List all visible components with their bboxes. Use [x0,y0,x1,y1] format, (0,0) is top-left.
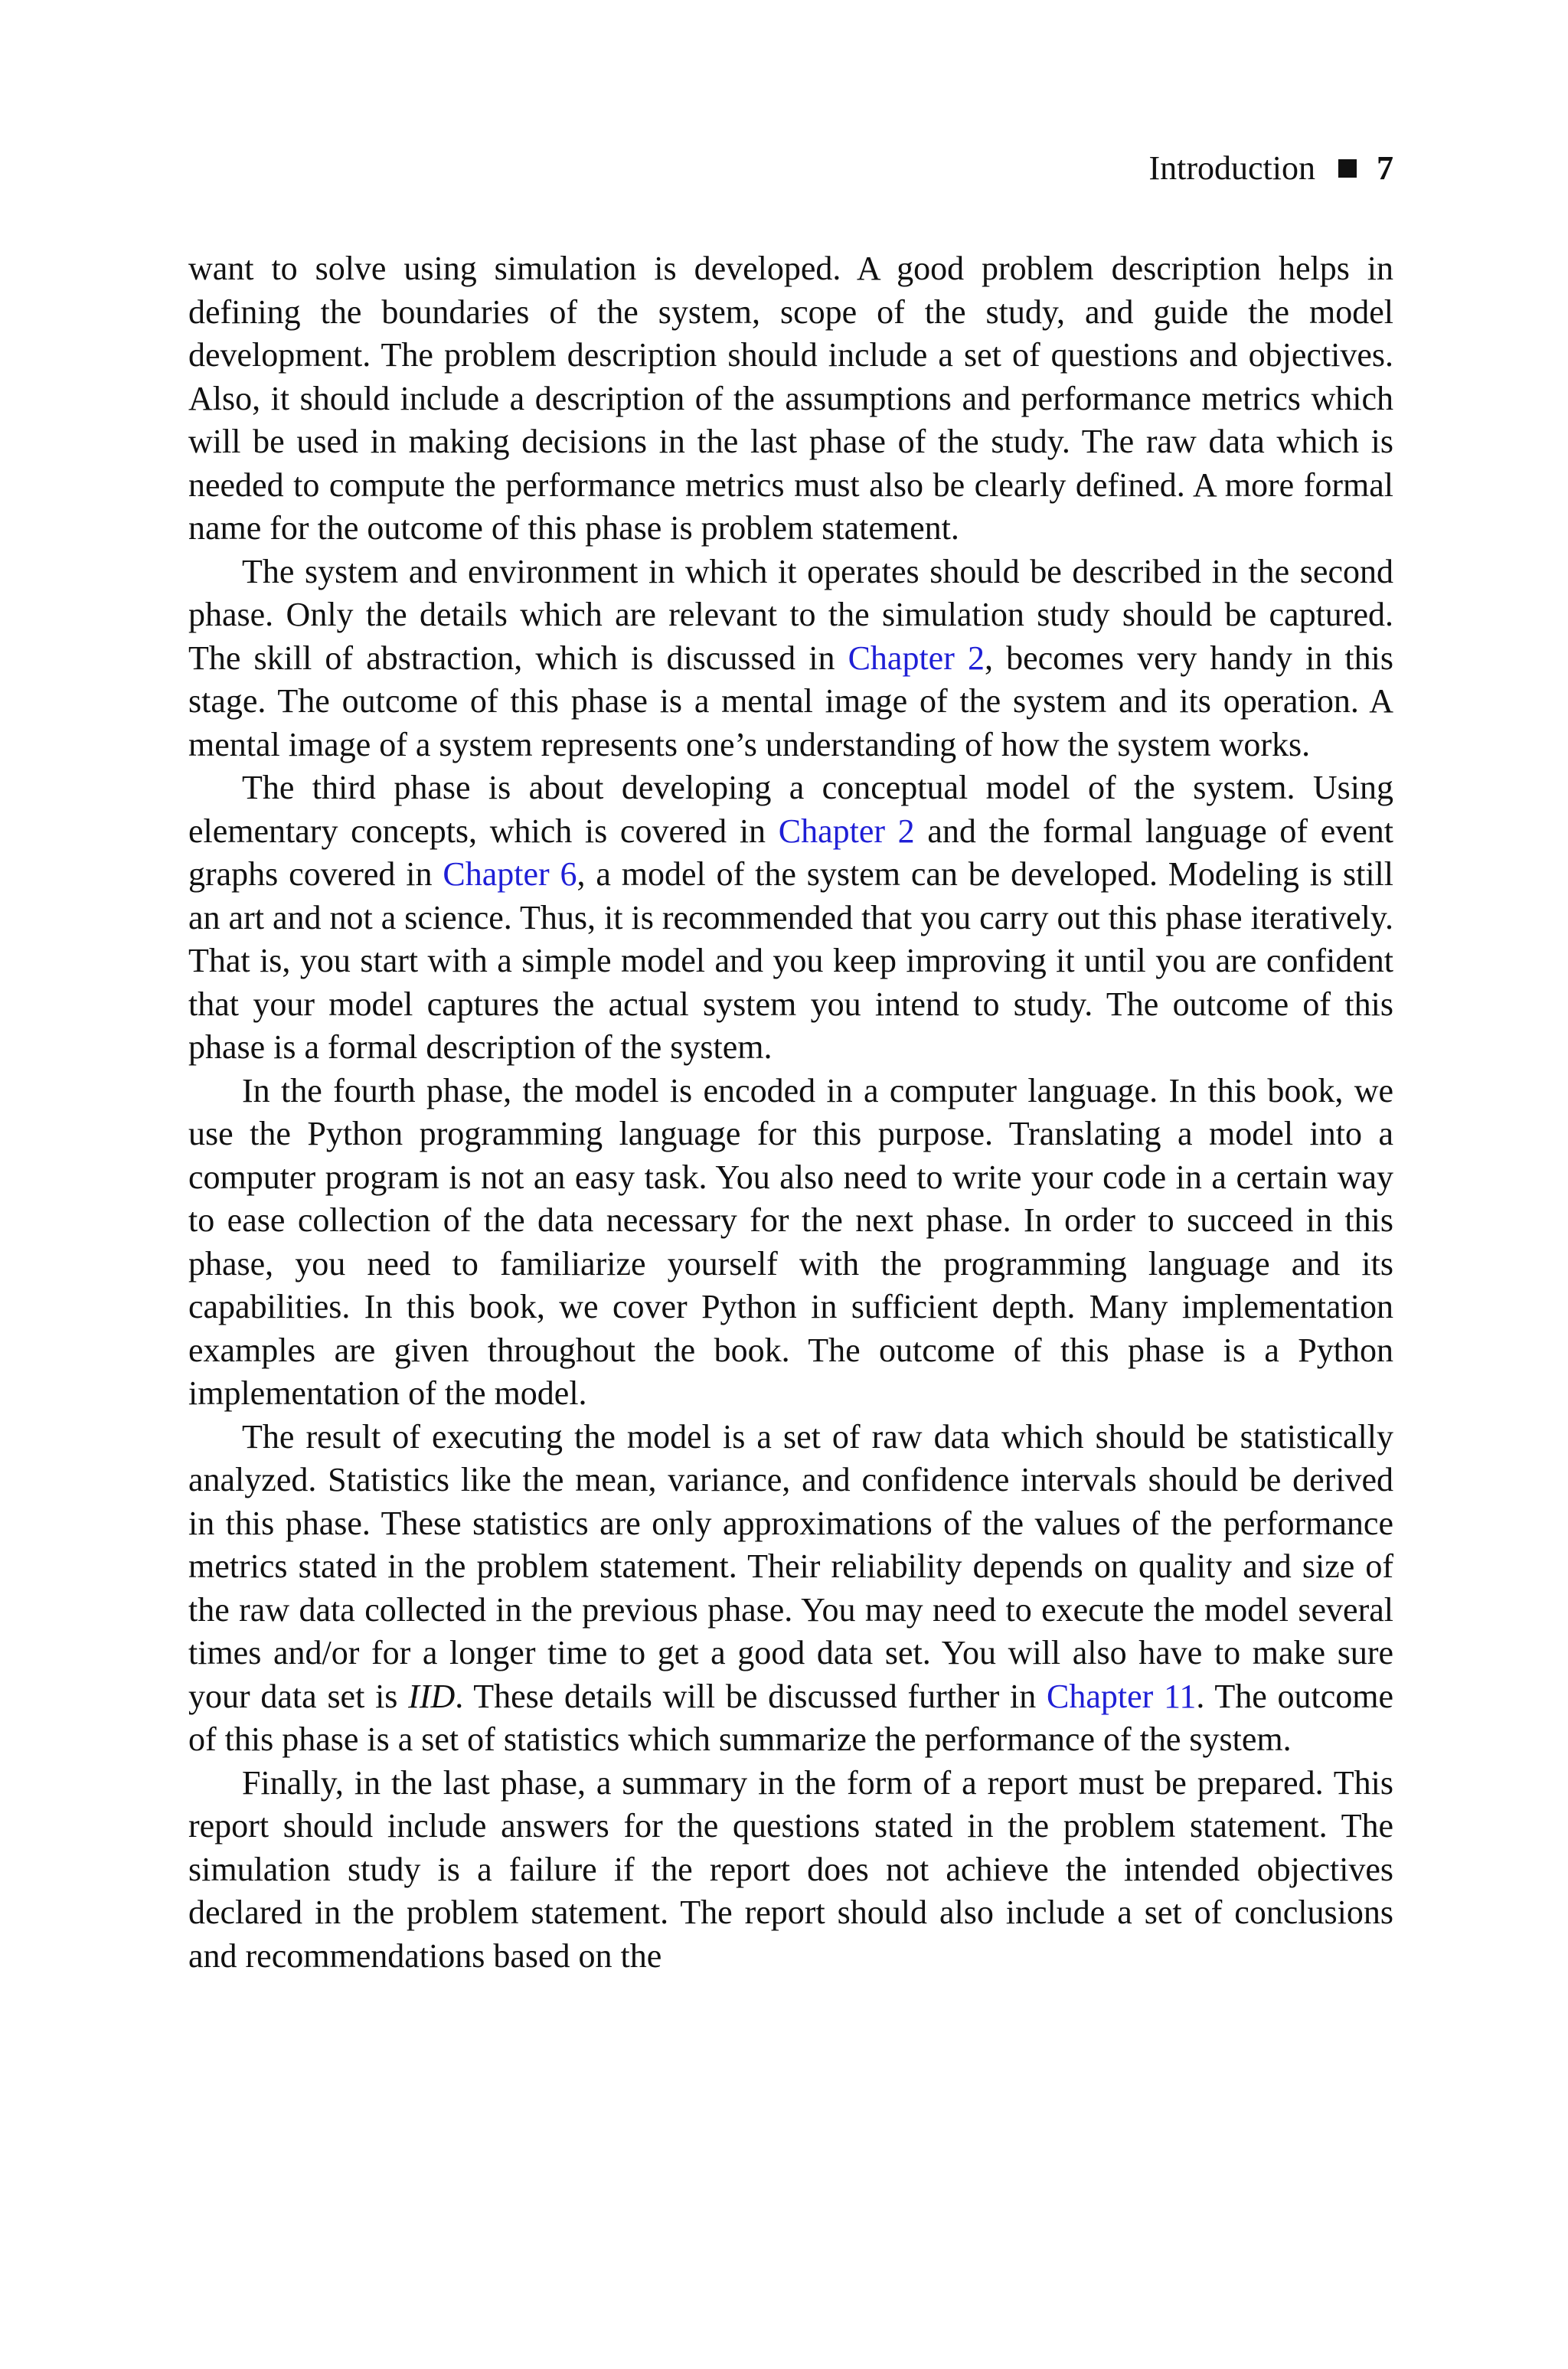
paragraph-4 [188,1070,1393,1416]
paragraph-3 [188,766,1393,1070]
page-number: 7 [1377,149,1393,187]
paragraph-2 [188,551,1393,767]
paragraph-text: In the fourth phase, the model is encoded in a computer language. In this book, we use the Python programming language for this purpose. Translating a model into a computer program is not an easy task. You also need to write your code in a certain way to ease collection of the data necessary for the next phase. In order to succeed in this phase, you need to familiarize yourself with the programming language and its capabilities. In this book, we cover Python in sufficient depth. Many implementation examples are given throughout the book. The outcome of this phase is a Python implementation of the model. [188,1071,1393,1412]
chapter-2-link[interactable]: Chapter 2 [778,812,915,850]
paragraph-5 [188,1416,1393,1762]
paragraph-text: want to solve using simulation is developed. A good problem description helps in defining the boundaries of the system, scope of the study, and guide the model development. The problem description should include a set of questions and objectives. Also, it should include a description of the assumptions and performance metrics which will be used in making decisions in the last phase of the study. The raw data which is needed to compute the performance metrics must also be clearly defined. A more formal name for the outcome of this phase is problem statement. [188,250,1393,547]
paragraph-text: The third phase is about developing a conceptual model of the system. Using elementary concepts, which is covered in [188,769,1393,850]
paragraph-text: The result of executing the model is a set of raw data which should be statistically analyzed. Statistics like the mean, variance, and confidence intervals should be derived in this phase. These statistics are only approximations of the values of the performance metrics stated in the problem statement. Their reliability depends on quality and size of the raw data collected in the previous phase. You may need to execute the model several times and/or for a longer time to get a good data set. You will also have to make sure your data set is [188,1417,1393,1715]
paragraph-text: Finally, in the last phase, a summary in the form of a report must be prepared. This report should include answers for the questions stated in the problem statement. The simulation study is a failure if the report does not achieve the intended objectives declared in the problem statement. The report should also include a set of conclusions and recommendations based on the [188,1763,1393,1975]
running-header [188,145,1393,191]
paragraph-1 [188,247,1393,551]
chapter-2-link[interactable]: Chapter 2 [848,639,985,677]
paragraph-text: , becomes very handy in this stage. The outcome of this phase is a mental image of the system and its operation. A mental image of a system represents one’s understanding of how the system works. [188,639,1393,763]
paragraph-text: The system and environment in which it operates should be described in the second phase. Only the details which are relevant to the simulation study should be captured. The skill of abstraction, which is discussed in [188,552,1393,677]
paragraph-text: . These details will be discussed further in [455,1677,1047,1715]
paragraph-text: . The outcome of this phase is a set of statistics which summarize the performance of the system. [188,1677,1393,1758]
chapter-6-link[interactable]: Chapter 6 [443,855,577,893]
square-bullet-icon [1338,159,1357,178]
body-text [188,247,1393,1978]
paragraph-text: and the formal language of event graphs covered in [188,812,1393,893]
iid-term: IID [408,1677,456,1715]
chapter-11-link[interactable]: Chapter 11 [1046,1677,1197,1715]
section-title: Introduction [1148,149,1315,187]
paragraph-6 [188,1762,1393,1979]
paragraph-text: , a model of the system can be developed. Modeling is still an art and not a science. Thus, it is recommended that you carry out this phase iteratively. That is, you start with a simple model and you keep improving it until you are confident that your model captures the actual system you intend to study. The outcome of this phase is a formal description of the system. [188,855,1393,1066]
